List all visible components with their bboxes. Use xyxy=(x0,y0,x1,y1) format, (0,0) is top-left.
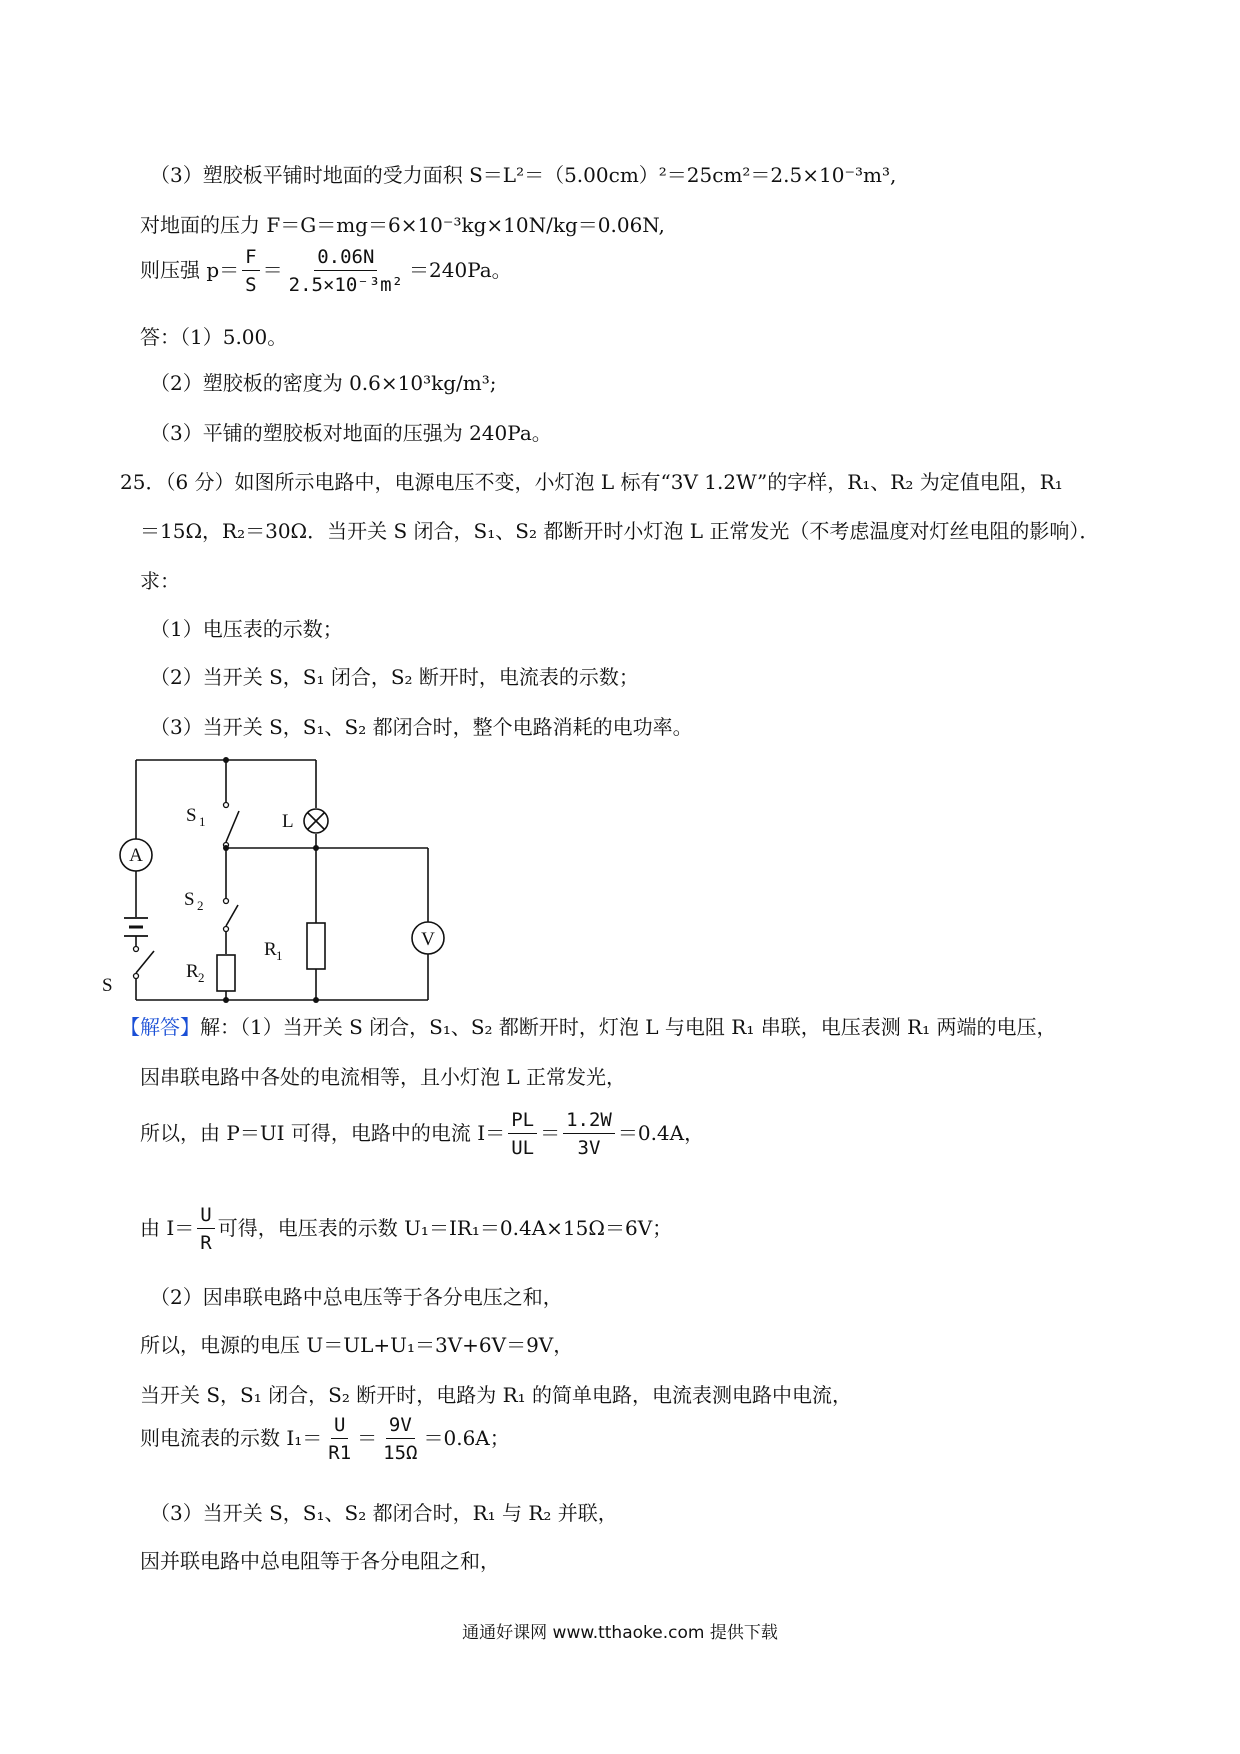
answer-line: （3）当开关 S，S₁、S₂ 都闭合时，R₁ 与 R₂ 并联， xyxy=(150,1501,618,1525)
circuit-diagram xyxy=(102,755,450,1009)
answer-fraction-line: 所以，由 P＝UI 可得，电路中的电流 I＝ $\frac{PL}{UL}$ ＝ $\frac{1.2W}{3V}$ ＝0.4A， xyxy=(140,1107,704,1162)
svg-text:2: 2 xyxy=(197,898,204,913)
solution-fraction-line: 则压强 p＝ $\frac{F}{S}$ ＝ $\frac{0.06N}{\text{2.5×10⁻³m²}}$ ＝240Pa。 xyxy=(140,244,512,299)
answer-fraction-line: 由 I＝ $\frac{U}{R}$ 可得，电压表的示数 U₁＝IR₁＝0.4A×15Ω＝6V； xyxy=(140,1202,672,1257)
answer-line: （2）塑胶板的密度为 0.6×10³kg/m³; xyxy=(150,371,497,395)
switch-s2-icon xyxy=(224,899,229,904)
resistor-r1-label: R xyxy=(264,939,277,960)
answer-line: 答：（1）5.00。 xyxy=(140,325,288,349)
lamp-label: L xyxy=(282,811,294,832)
junction-dots xyxy=(223,757,319,1003)
switch-s1-icon xyxy=(224,803,229,808)
sub-question: （2）当开关 S，S₁ 闭合，S₂ 断开时，电流表的示数； xyxy=(150,665,639,689)
fraction: $\frac{PL}{UL}$ xyxy=(508,1107,537,1162)
svg-text:1: 1 xyxy=(199,814,206,829)
solution-line: （3）塑胶板平铺时地面的受力面积 S＝L²＝（5.00cm）²＝25cm²＝2.5×10⁻³m³, xyxy=(150,163,897,187)
question-text: 求： xyxy=(140,569,180,593)
switch-s-label: S xyxy=(102,975,113,996)
answer-line: 当开关 S，S₁ 闭合，S₂ 断开时，电路为 R₁ 的简单电路，电流表测电路中电流， xyxy=(140,1383,853,1407)
fraction: $\frac{9V}{15\Omega}$ xyxy=(383,1414,418,1464)
answer-line: （2）因串联电路中总电压等于各分电压之和， xyxy=(150,1285,563,1309)
switch-s1-label: S xyxy=(186,805,197,826)
ammeter-label: A xyxy=(129,845,143,866)
fraction: $\frac{U}{R1}$ xyxy=(328,1414,352,1464)
question-text: 25．（6 分）如图所示电路中，电源电压不变，小灯泡 L 标有“3V 1.2W”的字样，R₁、R₂ 为定值电阻，R₁ xyxy=(120,470,1063,494)
page-footer: 通通好课网 www.tthaoke.com 提供下载 xyxy=(462,1623,778,1643)
circuit-svg xyxy=(102,755,450,1005)
voltmeter-label: V xyxy=(421,929,435,950)
answer-fraction-line: 则电流表的示数 I₁＝ $\frac{U}{R1}$ ＝ $\frac{9V}{15\Omega}$ ＝0.6A； xyxy=(140,1412,510,1467)
question-text: ＝15Ω，R₂＝30Ω．当开关 S 闭合，S₁、S₂ 都断开时小灯泡 L 正常发光（不考虑温度对灯丝电阻的影响）． xyxy=(140,519,1100,543)
answer-line: 所以，电源的电压 U＝UL+U₁＝3V+6V＝9V， xyxy=(140,1333,574,1357)
resistor-r1-icon xyxy=(307,923,325,969)
resistor-r2-label: R xyxy=(186,961,199,982)
svg-text:1: 1 xyxy=(276,948,283,963)
answer-line: （3）平铺的塑胶板对地面的压强为 240Pa。 xyxy=(150,421,552,445)
resistor-r2-icon xyxy=(217,955,235,991)
answer-line: 因串联电路中各处的电流相等，且小灯泡 L 正常发光， xyxy=(140,1065,626,1089)
fraction: $\frac{1.2W}{3V}$ xyxy=(563,1107,615,1162)
sub-question: （3）当开关 S，S₁、S₂ 都闭合时，整个电路消耗的电功率。 xyxy=(150,715,693,739)
fraction: $\frac{F}{S}$ xyxy=(242,244,259,299)
sub-question: （1）电压表的示数； xyxy=(150,617,343,641)
fraction: $\frac{0.06N}{\text{2.5×10⁻³m²}}$ xyxy=(288,246,404,296)
answer-tag: 【解答】 xyxy=(120,1015,200,1039)
answer-line: 因并联电路中总电阻等于各分电阻之和， xyxy=(140,1549,500,1573)
fraction: $\frac{U}{R}$ xyxy=(197,1202,214,1257)
solution-line: 对地面的压力 F＝G＝mg＝6×10⁻³kg×10N/kg＝0.06N, xyxy=(140,213,665,237)
switch-s2-label: S xyxy=(184,889,195,910)
svg-text:2: 2 xyxy=(198,970,205,985)
switch-s-icon xyxy=(134,947,139,952)
answer-line: 【解答】解：（1）当开关 S 闭合，S₁、S₂ 都断开时，灯泡 L 与电阻 R₁ 串联，电压表测 R₁ 两端的电压， xyxy=(120,1015,1057,1039)
